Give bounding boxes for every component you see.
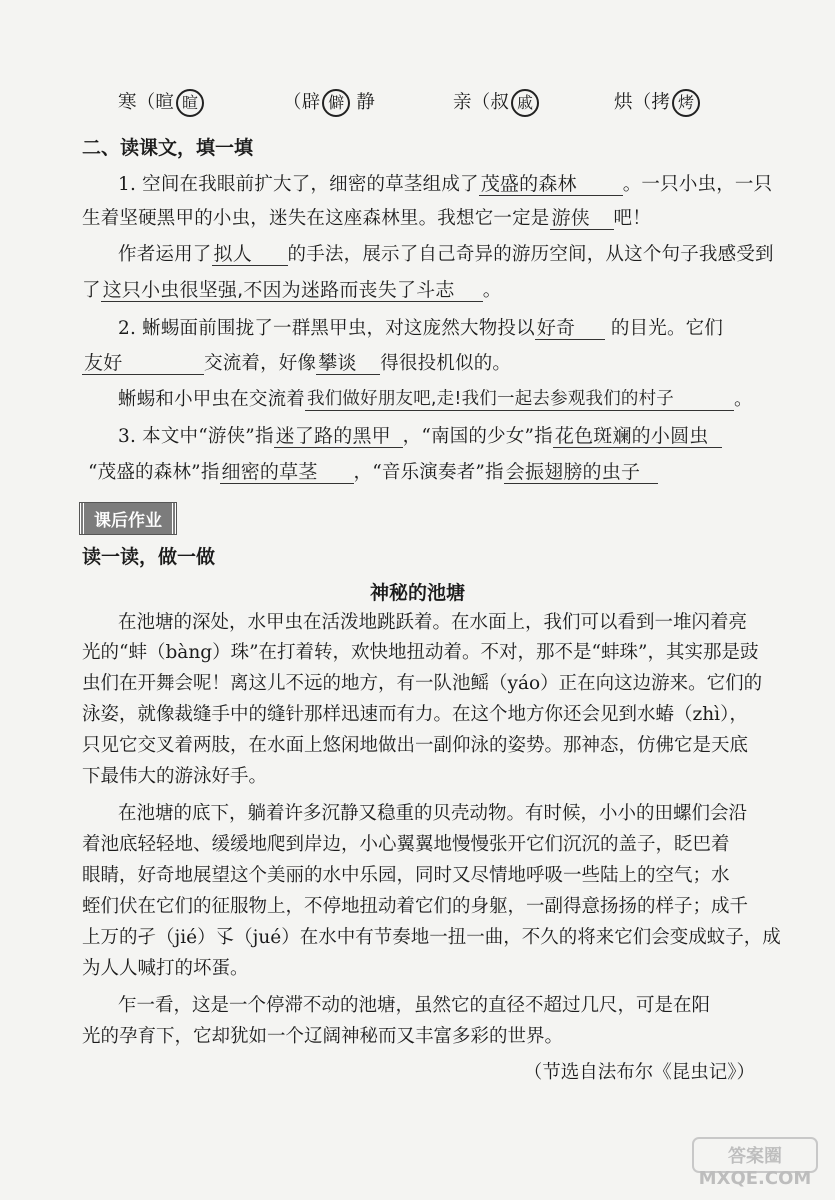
char-pair-4 [614,88,700,117]
circled-answer: 烤 [672,89,700,117]
homework-task: 读一读，做一做 [82,546,216,568]
char-pair-1 [118,88,204,117]
circled-answer: 暄 [176,89,204,117]
q2-line3 [118,385,753,411]
q2-text: 交流着，好像 [204,353,317,374]
q2-line1 [118,314,723,340]
q1-line4 [82,276,501,302]
passage-line: 下最伟大的游泳好手。 [82,766,268,787]
q3-text: ，“音乐演奏者”指 [353,462,504,483]
pair-suffix: 静 [356,92,376,113]
q1-line1 [118,170,772,196]
passage-source: （节选自法布尔《昆虫记》） [523,1062,755,1083]
answer-blank: 我们做好朋友吧,走!我们一起去参观我们的村子 [305,388,734,411]
passage-line: 为人人喊打的坏蛋。 [82,958,249,979]
circled-answer: 僻 [322,89,350,117]
passage-line: 乍一看，这是一个停滞不动的池塘，虽然它的直径不超过几尺，可是在阳 [118,995,711,1016]
answer-blank: 拟人 [212,243,288,266]
passage-title: 神秘的池塘 [369,582,465,604]
pair-text: 烘（拷 [614,92,671,113]
circled-answer: 戚 [511,89,539,117]
passage-line: 泳姿，就像裁缝手中的缝针那样迅速而有力。在这个地方你还会见到水蝽（zhì）， [82,704,748,725]
passage-line: 光的孕育下，它却犹如一个辽阔神秘而又丰富多彩的世界。 [82,1026,564,1047]
q2-text: 的目光。它们 [610,318,724,339]
q1-text: 吧！ [613,208,651,229]
q3-line1 [118,422,722,448]
answer-blank: 这只小虫很坚强,不因为迷路而丧失了斗志 [101,279,483,302]
passage-line: 上万的孑（jié）孓（jué）在水中有节奏地一扭一曲，不久的将来它们会变成蚊子，成 [82,927,781,948]
pair-text: 亲（叔 [453,92,510,113]
q2-text: 得很投机似的。 [380,353,512,374]
answer-blank: 好奇 [535,317,605,340]
passage-line: 虫们在开舞会呢！离这儿不远的地方，有一队池鳐（yáo）正在向这边游来。它们的 [82,673,763,694]
q1-text: 。一只小虫，一只 [622,174,773,195]
q1-text: 。 [482,280,502,301]
q1-line2 [82,204,651,230]
section-heading: 二、读课文，填一填 [82,137,254,159]
homework-badge: 课后作业 [80,503,176,534]
answer-blank: 友好 [82,352,204,375]
q1-text: 了 [82,280,101,301]
q1-line3 [118,240,774,266]
char-pair-2 [283,88,375,117]
q1-text: 生着坚硬黑甲的小虫，迷失在这座森林里。我想它一定是 [82,208,550,229]
answer-blank: 迷了路的黑甲 [274,425,403,448]
watermark-logo [685,1134,825,1194]
q2-line2 [82,349,511,375]
answer-blank: 游侠 [550,207,614,230]
passage-line: 只见它交叉着两肢，在水面上悠闲地做出一副仰泳的姿势。那神态，仿佛它是天底 [82,735,749,756]
q3-text: 3. 本文中“游侠”指 [118,426,274,447]
q2-text: 2. 蜥蜴面前围拢了一群黑甲虫，对这庞然大物投以 [118,318,535,339]
answer-blank: 花色斑斓的小圆虫 [553,425,722,448]
char-pair-3 [453,88,539,117]
q2-text: 蜥蜴和小甲虫在交流着 [118,389,306,410]
passage-line: 着池底轻轻地、缓缓地爬到岸边，小心翼翼地慢慢张开它们沉沉的盖子，眨巴着 [82,834,730,855]
passage-line: 眼睛，好奇地展望这个美丽的水中乐园，同时又尽情地呼吸一些陆上的空气；水 [82,865,730,886]
q3-text: “茂盛的森林”指 [88,462,220,483]
q1-text: 作者运用了 [118,244,212,265]
q2-text: 。 [734,389,753,410]
answer-blank: 细密的草茎 [220,461,354,484]
watermark-text: 答案圈 MXQE.COM [698,1146,812,1189]
pair-text: 寒（暄 [118,92,175,113]
passage-line: 在池塘的底下，躺着许多沉静又稳重的贝壳动物。有时候，小小的田螺们会沿 [118,803,748,824]
answer-blank: 会振翅膀的虫子 [504,461,658,484]
pair-text: （辟 [283,92,321,113]
passage-line: 蛭们伏在它们的征服物上，不停地扭动着它们的身躯，一副得意扬扬的样子；成千 [82,896,749,917]
passage-line: 在池塘的深处，水甲虫在活泼地跳跃着。在水面上，我们可以看到一堆闪着亮 [118,612,748,633]
q3-text: ，“南国的少女”指 [402,426,553,447]
answer-blank: 攀谈 [316,352,380,375]
q1-text: 1. 空间在我眼前扩大了，细密的草茎组成了 [118,174,479,195]
passage-line: 光的“蚌（bàng）珠”在打着转，欢快地扭动着。不对，那不是“蚌珠”，其实那是豉 [82,642,759,663]
q3-line2 [88,458,658,484]
q1-text: 的手法，展示了自己奇异的游历空间，从这个句子我感受到 [287,244,774,265]
answer-blank: 茂盛的森林 [479,173,623,196]
